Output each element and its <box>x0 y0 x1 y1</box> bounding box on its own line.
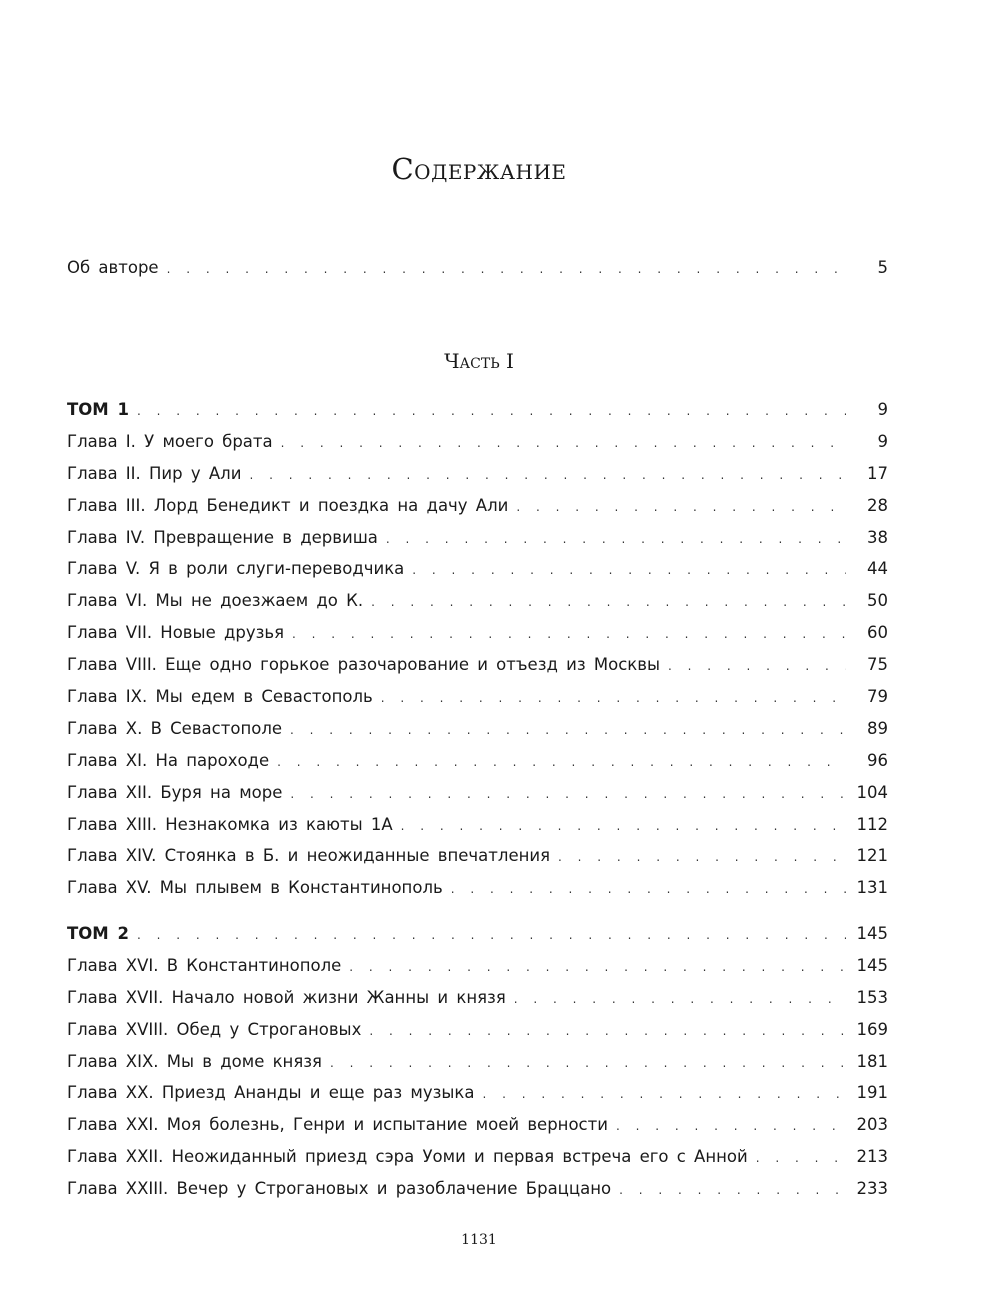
toc-entry-page: 121 <box>856 846 888 866</box>
volume-header-label: ТОМ 1 <box>67 400 129 419</box>
toc-entry-page: 145 <box>856 955 888 975</box>
intro-section <box>67 258 888 290</box>
toc-entry-label: Глава XIII. Незнакомка из каюты 1А <box>67 814 393 834</box>
toc-entry-label: Глава XIV. Стоянка в Б. и неожиданные впечатления <box>67 846 551 866</box>
toc-entry-chapter[interactable] <box>67 496 888 528</box>
dot-leader <box>514 992 846 1006</box>
toc-entry-chapter[interactable] <box>67 559 888 591</box>
toc-entry-label: Об авторе <box>67 258 159 277</box>
toc-entry-label: Глава V. Я в роли слуги-переводчика <box>67 559 405 579</box>
toc-entry-label: Глава VIII. Еще одно горькое разочарование и отъезд из Москвы <box>67 655 660 675</box>
toc-entry-page: 50 <box>867 591 888 611</box>
toc-entry-label: Глава XXI. Моя болезнь, Генри и испытание моей верности <box>67 1115 608 1135</box>
toc-entry-label: Глава IV. Превращение в дервиша <box>67 527 378 547</box>
toc-entry-chapter[interactable] <box>67 591 888 623</box>
toc-entry-chapter[interactable] <box>67 655 888 687</box>
toc-entry-about-author[interactable] <box>67 258 888 290</box>
dot-leader <box>558 850 846 864</box>
toc-entry-label: Глава XVII. Начало новой жизни Жанны и князя <box>67 987 506 1007</box>
dot-leader <box>277 755 846 769</box>
toc-entry-label: Глава II. Пир у Али <box>67 463 242 483</box>
volume-header-page: 9 <box>877 400 888 419</box>
toc-entry-chapter[interactable] <box>67 878 888 910</box>
dot-leader <box>668 659 846 673</box>
toc-entry-page: 181 <box>856 1051 888 1071</box>
toc-entry-label: Глава XII. Буря на море <box>67 782 283 802</box>
toc-entry-chapter[interactable] <box>67 432 888 464</box>
dot-leader <box>330 1056 846 1070</box>
toc-entry-page: 60 <box>867 623 888 643</box>
toc-entry-page: 17 <box>867 463 888 483</box>
volume-header-label: ТОМ 2 <box>67 924 129 943</box>
dot-leader <box>451 882 846 896</box>
toc-entry-label: Глава III. Лорд Бенедикт и поездка на дачу Али <box>67 495 509 515</box>
toc-entry-chapter[interactable] <box>67 783 888 815</box>
toc-entry-chapter[interactable] <box>67 687 888 719</box>
dot-leader <box>249 468 846 482</box>
toc-entry-page: 213 <box>856 1147 888 1167</box>
toc-entry-chapter[interactable] <box>67 1020 888 1052</box>
volume-header-page: 145 <box>856 924 888 943</box>
dot-leader <box>290 723 846 737</box>
dot-leader <box>349 960 846 974</box>
toc-entry-label: Глава XV. Мы плывем в Константинополь <box>67 878 443 898</box>
dot-leader <box>292 627 846 641</box>
toc-entry-page: 233 <box>856 1179 888 1199</box>
dot-leader <box>137 404 846 418</box>
toc-entry-page: 28 <box>867 495 888 515</box>
toc-entry-chapter[interactable] <box>67 956 888 988</box>
volume-2-section <box>67 924 888 1211</box>
dot-leader <box>381 691 846 705</box>
toc-entry-label: Глава VI. Мы не доезжаем до К. <box>67 591 364 611</box>
toc-entry-label: Глава XI. На пароходе <box>67 750 270 770</box>
toc-entry-page: 96 <box>867 750 888 770</box>
toc-entry-label: Глава XIX. Мы в доме князя <box>67 1051 322 1071</box>
toc-entry-label: Глава XVI. В Константинополе <box>67 955 342 975</box>
volume-header[interactable] <box>67 924 888 956</box>
dot-leader <box>281 436 846 450</box>
dot-leader <box>412 563 846 577</box>
dot-leader <box>137 928 846 942</box>
toc-entry-chapter[interactable] <box>67 1179 888 1211</box>
toc-entry-page: 9 <box>877 431 888 451</box>
toc-entry-chapter[interactable] <box>67 528 888 560</box>
dot-leader <box>619 1183 846 1197</box>
toc-entry-page: 5 <box>877 258 888 277</box>
dot-leader <box>401 819 846 833</box>
dot-leader <box>290 787 846 801</box>
dot-leader <box>386 532 846 546</box>
toc-entry-page: 104 <box>856 782 888 802</box>
toc-entry-chapter[interactable] <box>67 1052 888 1084</box>
page-title: Содержание <box>391 152 567 186</box>
toc-entry-label: Глава XXII. Неожиданный приезд сэра Уоми и первая встреча его с Анной <box>67 1147 748 1167</box>
toc-entry-page: 203 <box>856 1115 888 1135</box>
dot-leader <box>616 1119 846 1133</box>
dot-leader <box>516 500 846 514</box>
toc-entry-chapter[interactable] <box>67 1147 888 1179</box>
dot-leader <box>756 1151 846 1165</box>
toc-entry-chapter[interactable] <box>67 988 888 1020</box>
volume-1-section <box>67 400 888 910</box>
toc-entry-label: Глава I. У моего брата <box>67 431 273 451</box>
part-title: Часть I <box>444 349 514 373</box>
toc-entry-page: 112 <box>856 814 888 834</box>
toc-entry-page: 79 <box>867 687 888 707</box>
toc-entry-chapter[interactable] <box>67 751 888 783</box>
page-number: 1131 <box>461 1232 497 1248</box>
dot-leader <box>167 262 846 276</box>
toc-entry-label: Глава X. В Севастополе <box>67 718 283 738</box>
toc-entry-label: Глава XX. Приезд Ананды и еще раз музыка <box>67 1083 475 1103</box>
toc-entry-chapter[interactable] <box>67 719 888 751</box>
toc-entry-chapter[interactable] <box>67 464 888 496</box>
toc-entry-chapter[interactable] <box>67 846 888 878</box>
toc-entry-chapter[interactable] <box>67 815 888 847</box>
toc-entry-page: 191 <box>856 1083 888 1103</box>
toc-entry-chapter[interactable] <box>67 1083 888 1115</box>
dot-leader <box>369 1024 846 1038</box>
toc-entry-page: 169 <box>856 1019 888 1039</box>
toc-entry-page: 75 <box>867 655 888 675</box>
toc-entry-label: Глава IX. Мы едем в Севастополь <box>67 687 373 707</box>
toc-entry-label: Глава XVIII. Обед у Строгановых <box>67 1019 362 1039</box>
toc-entry-page: 89 <box>867 718 888 738</box>
toc-entry-chapter[interactable] <box>67 1115 888 1147</box>
toc-entry-chapter[interactable] <box>67 623 888 655</box>
dot-leader <box>483 1087 847 1101</box>
toc-entry-label: Глава XXIII. Вечер у Строгановых и разоблачение Браццано <box>67 1179 612 1199</box>
toc-entry-page: 131 <box>856 878 888 898</box>
volume-header[interactable] <box>67 400 888 432</box>
toc-entry-label: Глава VII. Новые друзья <box>67 623 285 643</box>
toc-entry-page: 38 <box>867 527 888 547</box>
toc-entry-page: 44 <box>867 559 888 579</box>
dot-leader <box>371 595 846 609</box>
toc-entry-page: 153 <box>856 987 888 1007</box>
